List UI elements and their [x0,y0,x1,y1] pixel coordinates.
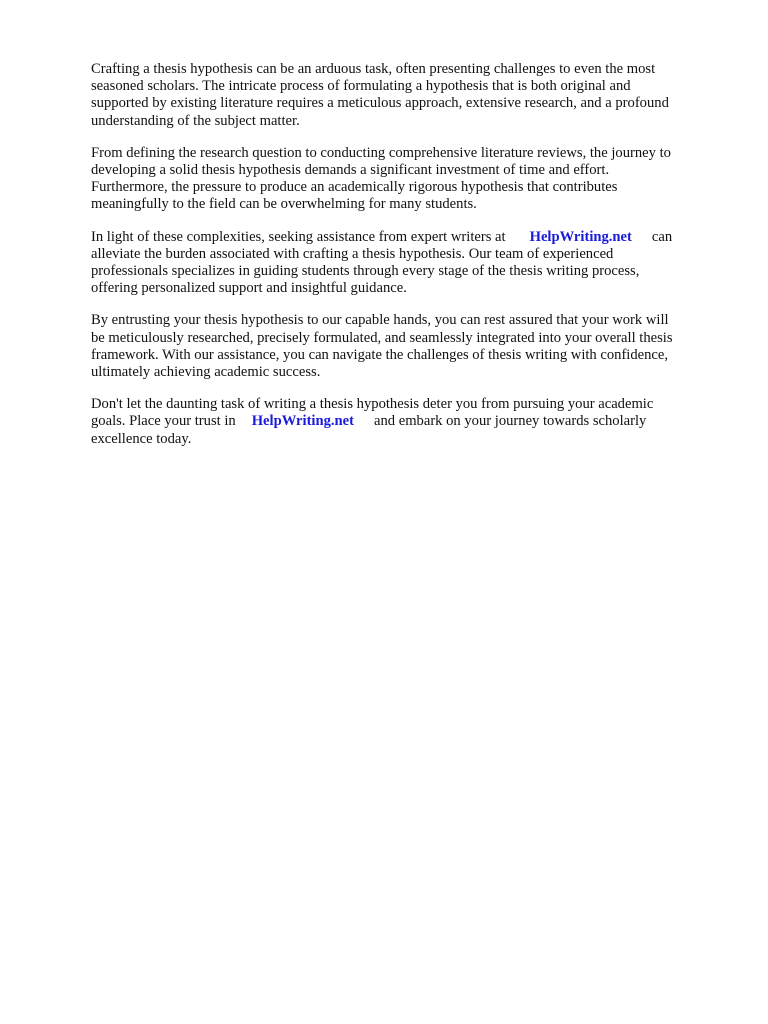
paragraph-1 [91,61,711,130]
paragraph-5-line-3: excellence today. [91,430,192,447]
paragraph-2-line-4: meaningfully to the field can be overwhelming for many students. [91,196,477,213]
paragraph-3-line-3: professionals specializes in guiding students through every stage of the thesis writing process, [91,263,640,280]
paragraph-4-line-4: ultimately achieving academic success. [91,364,321,381]
paragraph-3 [91,229,711,298]
paragraph-5 [91,396,711,448]
helpwriting-link-2[interactable]: HelpWriting.net [251,413,354,430]
paragraph-4-line-3: framework. With our assistance, you can navigate the challenges of thesis writing with confidence, [91,346,669,363]
paragraph-1-line-4: understanding of the subject matter. [91,112,300,129]
paragraph-3-line-1 [91,229,711,246]
paragraph-1-line-1: Crafting a thesis hypothesis can be an arduous task, often presenting challenges to even the most [91,61,656,77]
paragraph-3-line-2: alleviate the burden associated with crafting a thesis hypothesis. Our team of experienced [91,245,614,262]
document-page [91,61,711,463]
paragraph-5-text-before-link: goals. Place your trust in [91,413,236,430]
paragraph-3-text-after-link: can [651,228,673,245]
paragraph-5-line-2 [91,413,711,430]
paragraph-2 [91,145,711,214]
paragraph-5-line-1: Don't let the daunting task of writing a thesis hypothesis deter you from pursuing your academic [91,396,654,413]
paragraph-2-line-2: developing a solid thesis hypothesis demands a significant investment of time and effort. [91,162,610,179]
paragraph-2-line-1: From defining the research question to conducting comprehensive literature reviews, the journey to [91,144,671,161]
paragraph-4 [91,312,711,381]
paragraph-3-text-before-link: In light of these complexities, seeking assistance from expert writers at [91,228,506,245]
paragraph-4-line-1: By entrusting your thesis hypothesis to our capable hands, you can rest assured that your work will [91,312,669,329]
paragraph-4-line-2: be meticulously researched, precisely formulated, and seamlessly integrated into your overall thesis [91,329,673,346]
paragraph-3-line-4: offering personalized support and insightful guidance. [91,280,407,297]
paragraph-1-line-2: seasoned scholars. The intricate process of formulating a hypothesis that is both original and [91,78,631,95]
helpwriting-link[interactable]: HelpWriting.net [529,228,632,245]
paragraph-1-line-3: supported by existing literature requires a meticulous approach, extensive research, and a profound [91,95,669,112]
paragraph-5-text-after-link: and embark on your journey towards scholarly [374,413,647,430]
paragraph-2-line-3: Furthermore, the pressure to produce an academically rigorous hypothesis that contributes [91,179,618,196]
